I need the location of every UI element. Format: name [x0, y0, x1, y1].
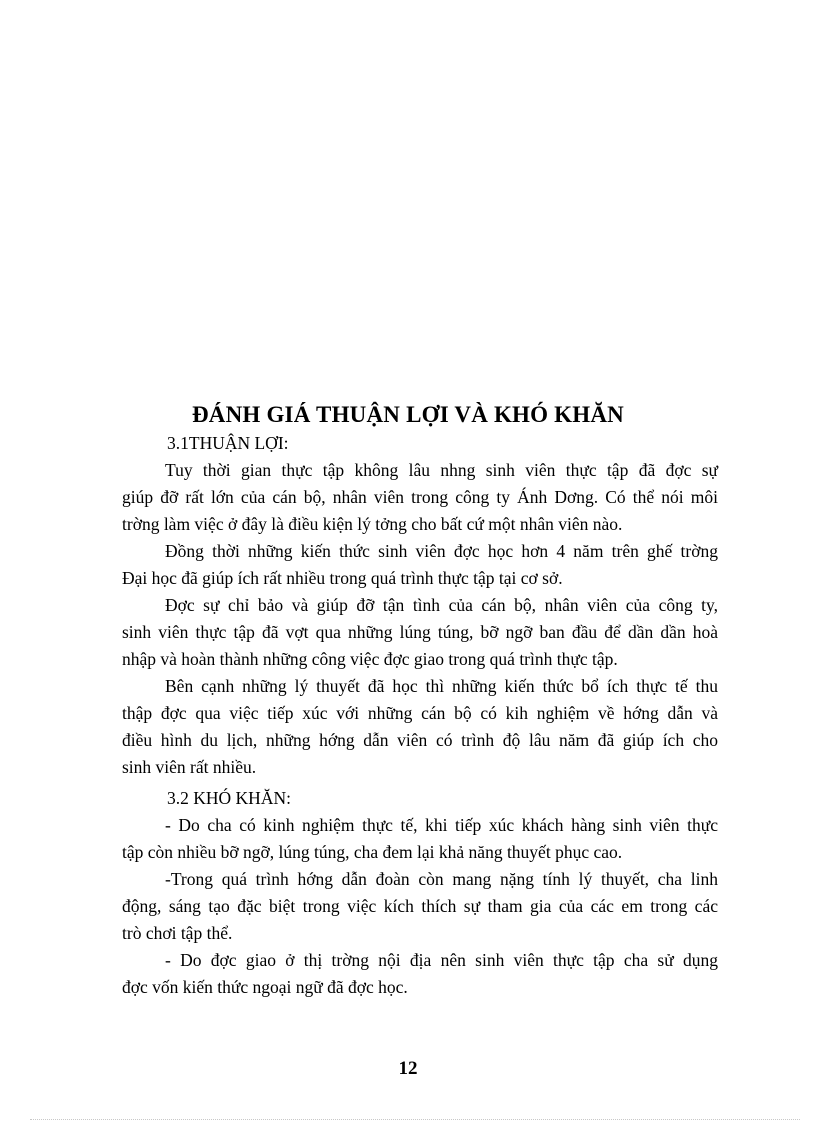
text-line: sinh viên thực tập đã vợt qua những lúng túng, bỡ ngỡ ban đầu để dần dần hoà: [122, 622, 718, 642]
text-line: - Do cha có kinh nghiệm thực tế, khi tiếp xúc khách hàng sinh viên thực: [165, 815, 718, 835]
paragraph: [122, 538, 718, 592]
text-line: nhập và hoàn thành những công việc đợc giao trong quá trình thực tập.: [122, 649, 618, 669]
text-line: Đồng thời những kiến thức sinh viên đợc học hơn 4 năm trên ghế trờng: [165, 541, 718, 561]
page-number: 12: [398, 1058, 418, 1079]
text-line: Bên cạnh những lý thuyết đã học thì những kiến thức bổ ích thực tế thu: [165, 676, 718, 696]
section-heading-advantages: 3.1THUẬN LỢI:: [167, 433, 289, 453]
text-line: thập đợc qua việc tiếp xúc với những cán bộ có kih nghiệm về hớng dẫn và: [122, 703, 718, 723]
section-heading-difficulties: 3.2 KHÓ KHĂN:: [167, 788, 291, 808]
paragraph: [122, 866, 718, 947]
paragraph: [122, 592, 718, 673]
text-line: giúp đỡ rất lớn của cán bộ, nhân viên trong công ty Ánh Dơng. Có thể nói môi: [122, 487, 718, 507]
text-line: Tuy thời gian thực tập không lâu nhng sinh viên thực tập đã đợc sự: [165, 460, 718, 480]
paragraph: [122, 947, 718, 1001]
text-line: - Do đợc giao ở thị trờng nội địa nên sinh viên thực tập cha sử dụng: [165, 950, 718, 970]
text-line: tập còn nhiều bỡ ngỡ, lúng túng, cha đem lại khả năng thuyết phục cao.: [122, 842, 623, 862]
text-line: trờng làm việc ở đây là điều kiện lý tởng cho bất cứ một nhân viên nào.: [122, 514, 623, 534]
text-line: Đợc sự chỉ bảo và giúp đỡ tận tình của cán bộ, nhân viên của công ty,: [165, 595, 718, 615]
text-line: -Trong quá trình hớng dẫn đoàn còn mang nặng tính lý thuyết, cha linh: [165, 869, 718, 889]
document-title: ĐÁNH GIÁ THUẬN LỢI VÀ KHÓ KHĂN: [192, 402, 624, 427]
paragraph: [122, 673, 718, 781]
text-line: Đại học đã giúp ích rất nhiều trong quá trình thực tập tại cơ sở.: [122, 568, 563, 588]
text-line: động, sáng tạo đặc biệt trong việc kích thích sự tham gia của các em trong các: [122, 896, 718, 916]
paragraph: [122, 457, 718, 538]
paragraph: [122, 812, 718, 866]
text-line: đợc vốn kiến thức ngoại ngữ đã đợc học.: [122, 977, 408, 997]
text-line: sinh viên rất nhiều.: [122, 757, 257, 777]
document-body: [122, 430, 718, 1001]
page-bottom-divider: [30, 1119, 800, 1120]
text-line: điều hình du lịch, những hớng dẫn viên có trình độ lâu năm đã giúp ích cho: [122, 730, 718, 750]
text-line: trò chơi tập thể.: [122, 923, 233, 943]
